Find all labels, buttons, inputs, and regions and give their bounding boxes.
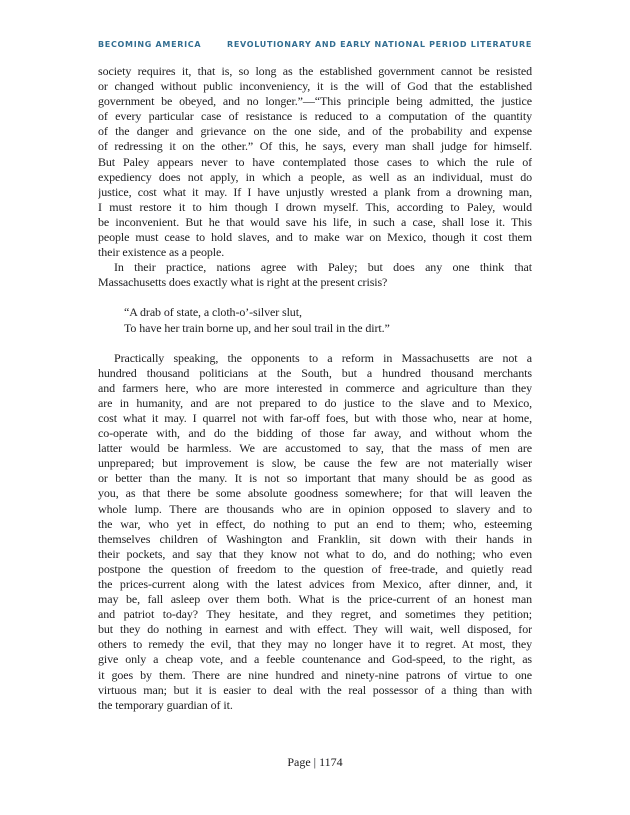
text-line: co-operate with, and do the bidding of those far away, and without whom the: [98, 426, 532, 441]
page-number: [0, 755, 630, 770]
text-line: be inconvenient. But he that would save his life, in such a case, shall lose it. This: [98, 214, 532, 229]
text-line: people must cease to hold slaves, and to make war on Mexico, though it cost them: [98, 230, 532, 245]
text-line: the prices-current along with the latest advices from Mexico, after dinner, and, it: [98, 577, 532, 591]
text-line: but they do nothing in earnest and with effect. They will wait, well disposed, for: [98, 622, 532, 637]
text-line: postpone the question of freedom to the question of free-trade, and quietly read: [98, 561, 532, 576]
text-line: their pockets, and say that they know not what to do, and do nothing; who even: [98, 546, 532, 561]
text-line: cost what it may. I quarrel not with far-off foes, but with those who, near at home,: [98, 410, 532, 425]
text-line: expediency does not apply, in which a people, as well as an individual, must do: [98, 169, 532, 184]
text-line: the temporary guardian of it.: [98, 697, 233, 712]
text-line: In their practice, nations agree with Paley; but does any one think that: [114, 260, 532, 275]
paragraph: [98, 260, 532, 290]
text-line: But Paley appears never to have contemplated those cases to which the rule of: [98, 154, 532, 169]
text-line: their existence as a people.: [98, 245, 225, 260]
paragraph: [98, 351, 532, 713]
text-line: Massachusetts does exactly what is right at the present crisis?: [98, 275, 388, 290]
text-line: themselves children of Washington and Franklin, sit down with their hands in: [98, 531, 532, 546]
text-line: virtuous man; but it is easier to deal with the real possessor of a thing than with: [98, 682, 532, 697]
text-line: justice, cost what it may. If I have unjustly wrested a plank from a drowning man,: [98, 184, 532, 199]
text-line: you, as that there be some absolute goodness somewhere; for that will leaven the: [98, 486, 532, 501]
header-section-title: REVOLUTIONARY AND EARLY NATIONAL PERIOD LITERATURE: [226, 40, 532, 49]
text-line: government be obeyed, and no longer.”—“This principle being admitted, the justice: [98, 94, 532, 109]
text-line: of the danger and grievance on the one side, and of the probability and expense: [98, 124, 532, 139]
block-quote: [98, 305, 532, 335]
text-line: I must restore it to him though I drown myself. This, according to Paley, would: [98, 199, 532, 214]
text-line: society requires it, that is, so long as the established government cannot be resisted: [98, 64, 532, 78]
page-number-label: Page | 1174: [287, 755, 343, 769]
text-line: “A drab of state, a cloth-o’-silver slut,: [124, 305, 302, 320]
text-line: or better than the many. It is not so important that many should be as good as: [98, 471, 532, 486]
text-line: and farmers here, who are more interested in commerce and agriculture than they: [98, 380, 532, 395]
text-line: others to remedy the evil, that they may no longer have it to regret. At most, they: [98, 637, 532, 652]
text-line: of redressing it on the other.” Of this, he says, every man shall judge for himself.: [98, 139, 532, 154]
text-line: may be, fall asleep over them both. What is the price-current of an honest man: [98, 592, 532, 607]
text-line: or changed without public inconveniency, it is the will of God that the established: [98, 79, 532, 94]
text-line: are in humanity, and are not prepared to do justice to the slave and to Mexico,: [98, 395, 532, 410]
text-line: latter would be harmless. We are accustomed to say, that the mass of men are: [98, 441, 532, 456]
text-line: hundred thousand politicians at the South, but a hundred thousand merchants: [98, 365, 532, 380]
text-line: it goes by them. There are nine hundred and ninety-nine patrons of virtue to one: [98, 667, 532, 682]
paragraph: [98, 64, 532, 260]
text-line: unprepared; but improvement is slow, be cause the few are not materially wiser: [98, 456, 532, 471]
text-line: Practically speaking, the opponents to a reform in Massachusetts are not a: [114, 350, 532, 365]
text-line: To have her train borne up, and her soul trail in the dirt.”: [124, 320, 390, 335]
text-line: give only a cheap vote, and a feeble countenance and God-speed, to the right, as: [98, 652, 532, 667]
running-header: [98, 40, 532, 49]
header-book-title: BECOMING AMERICA: [98, 40, 202, 49]
text-line: whole lump. There are thousands who are in opinion opposed to slavery and to: [98, 501, 532, 516]
page-body-text: [98, 64, 532, 713]
text-line: of every particular case of resistance is reduced to a computation of the quantity: [98, 109, 532, 124]
text-line: and patriot to-day? They hesitate, and they regret, and sometimes they petition;: [98, 607, 532, 622]
text-line: the war, who yet in effect, do nothing to put an end to them; who, esteeming: [98, 516, 532, 531]
